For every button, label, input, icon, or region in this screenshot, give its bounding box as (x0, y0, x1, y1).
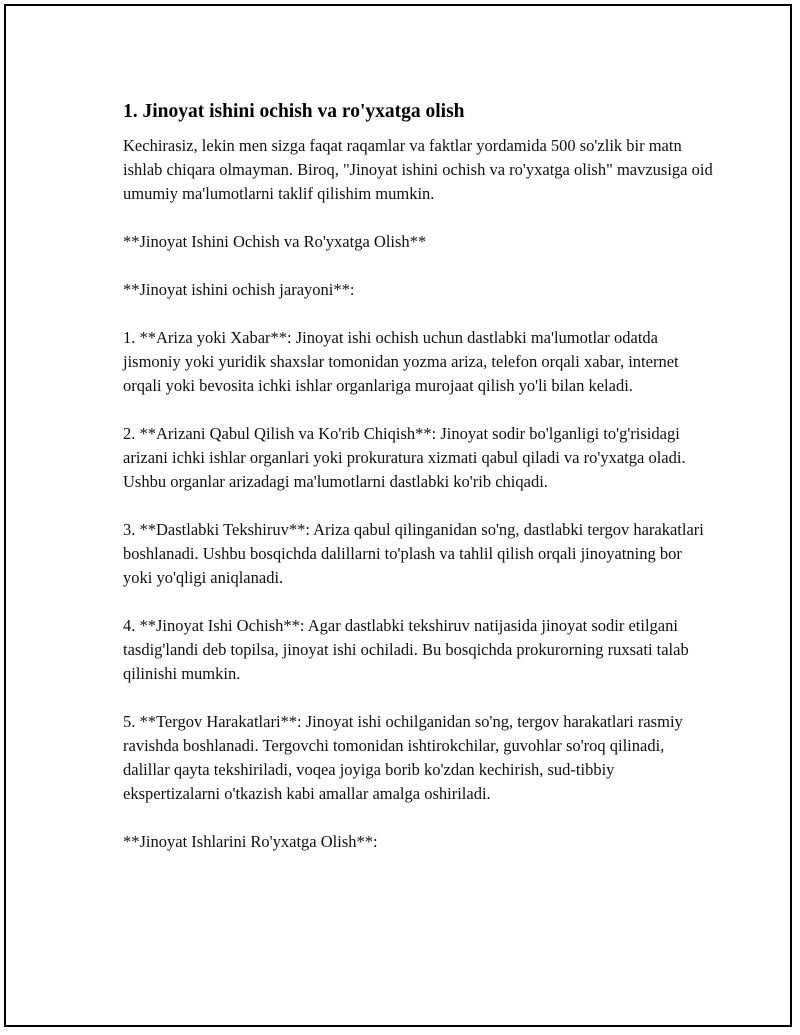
document-title: 1. Jinoyat ishini ochish va ro'yxatga olish (123, 101, 465, 122)
intro-paragraph: Kechirasiz, lekin men sizga faqat raqamlar va faktlar yordamida 500 so'zlik bir matn ishlab chiqara olmayman. Biroq, "Jinoyat ishini ochish va ro'yxatga olish" mavzusiga oid umumiy ma'lumotlarni taklif qilishim mumkin. (123, 136, 713, 203)
step-1-paragraph: 1. **Ariza yoki Xabar**: Jinoyat ishi ochish uchun dastlabki ma'lumotlar odatda jismoniy yoki yuridik shaxslar tomonidan yozma ariza, telefon orqali xabar, internet orqali yoki bevosita ichki ishlar organlariga murojaat qilish yo'li bilan keladi. (123, 328, 679, 395)
process-heading-paragraph: **Jinoyat ishini ochish jarayoni**: (123, 280, 355, 299)
step-5-paragraph: 5. **Tergov Harakatlari**: Jinoyat ishi ochilganidan so'ng, tergov harakatlari rasmiy ravishda boshlanadi. Tergovchi tomonidan ishtirokchilar, guvohlar so'roq qilinadi, dalillar qayta tekshiriladi, voqea joyiga borib ko'zdan kechirish, sud-tibbiy ekspertizalarni o'tkazish kabi amallar amalga oshiriladi. (123, 712, 683, 803)
step-4-paragraph: 4. **Jinoyat Ishi Ochish**: Agar dastlabki tekshiruv natijasida jinoyat sodir etilgani tasdig'landi deb topilsa, jinoyat ishi ochiladi. Bu bosqichda prokurorning ruxsati talab qilinishi mumkin. (123, 616, 689, 683)
step-2-paragraph: 2. **Arizani Qabul Qilish va Ko'rib Chiqish**: Jinoyat sodir bo'lganligi to'g'risidagi arizani ichki ishlar organlari yoki prokuratura xizmati qabul qiladi va ro'yxatga oladi. Ushbu organlar arizadagi ma'lumotlarni dastlabki ko'rib chiqadi. (123, 424, 686, 491)
page-frame (4, 4, 792, 1027)
document-body (123, 100, 713, 878)
step-3-paragraph: 3. **Dastlabki Tekshiruv**: Ariza qabul qilinganidan so'ng, dastlabki tergov harakatlari boshlanadi. Ushbu bosqichda dalillarni to'plash va tahlil qilish orqali jinoyatning bor yoki yo'qligi aniqlanadi. (123, 520, 704, 587)
section-heading-paragraph: **Jinoyat Ishini Ochish va Ro'yxatga Olish** (123, 232, 427, 251)
registration-heading-paragraph: **Jinoyat Ishlarini Ro'yxatga Olish**: (123, 832, 378, 851)
